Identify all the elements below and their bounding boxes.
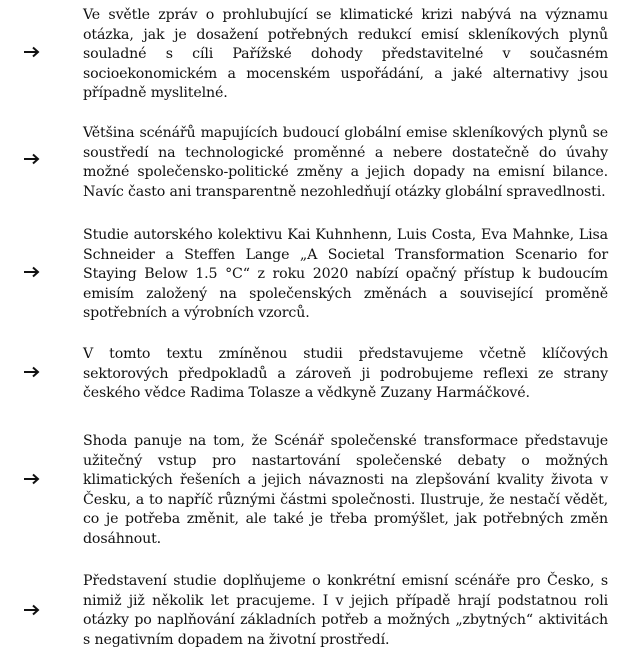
right-arrow-icon: [22, 603, 42, 617]
right-arrow-icon: [22, 472, 42, 486]
right-arrow-icon: [22, 152, 42, 166]
right-arrow-icon: [22, 265, 42, 279]
right-arrow-icon: [22, 365, 42, 379]
paragraph-3: Studie autorského kolektivu Kai Kuhnhenn, Luis Costa, Eva Mahnke, Lisa Schneider a Steffen Lange „A Societal Transformation Scenario for Staying Below 1.5 °C“ z roku 2020 nabízí opačný přístup k budoucím emisím založený na společenských změnách a související proměně spotřebních a výrobních vzorců.: [83, 227, 608, 322]
paragraph-5: Shoda panuje na tom, že Scénář společenské transformace představuje užitečný vstup pro nastartování společenské debaty o možných klimatických řešeních a jejich návaznosti na zlepšování kvality života v Česku, a to napříč různými částmi společnosti. Ilustruje, že nestačí vědět, co je potřeba změnit, ale také je třeba promýšlet, jak potřebných změn dosáhnout.: [83, 433, 608, 547]
paragraph-2: Většina scénářů mapujících budoucí globální emise skleníkových plynů se soustředí na technologické proměnné a nebere dostatečně do úvahy možné společensko-politické změny a jejich dopady na emisní bilance. Navíc často ani transparentně nezohledňují otázky globální spravedlnosti.: [83, 125, 608, 200]
paragraph-6: Představení studie doplňujeme o konkrétní emisní scénáře pro Česko, s nimiž již několik let pracujeme. I v jejich případě hrají podstatnou roli otázky po naplňování základních potřeb a možných „zbytných“ aktivitách s negativním dopadem na životní prostředí.: [83, 573, 608, 648]
paragraph-4: V tomto textu zmíněnou studii představujeme včetně klíčových sektorových předpokladů a zároveň ji podrobujeme reflexi ze strany českého vědce Radima Tolasze a vědkyně Zuzany Harmáčkové.: [83, 346, 608, 402]
right-arrow-icon: [22, 45, 42, 59]
paragraph-1: Ve světle zpráv o prohlubující se klimatické krizi nabývá na významu otázka, jak je dosažení potřebných redukcí emisí skleníkových plynů souladné s cíli Pařížské dohody představitelné v současném socioekonomickém a mocenském uspořádání, a jaké alternativy jsou případně myslitelné.: [83, 7, 608, 102]
